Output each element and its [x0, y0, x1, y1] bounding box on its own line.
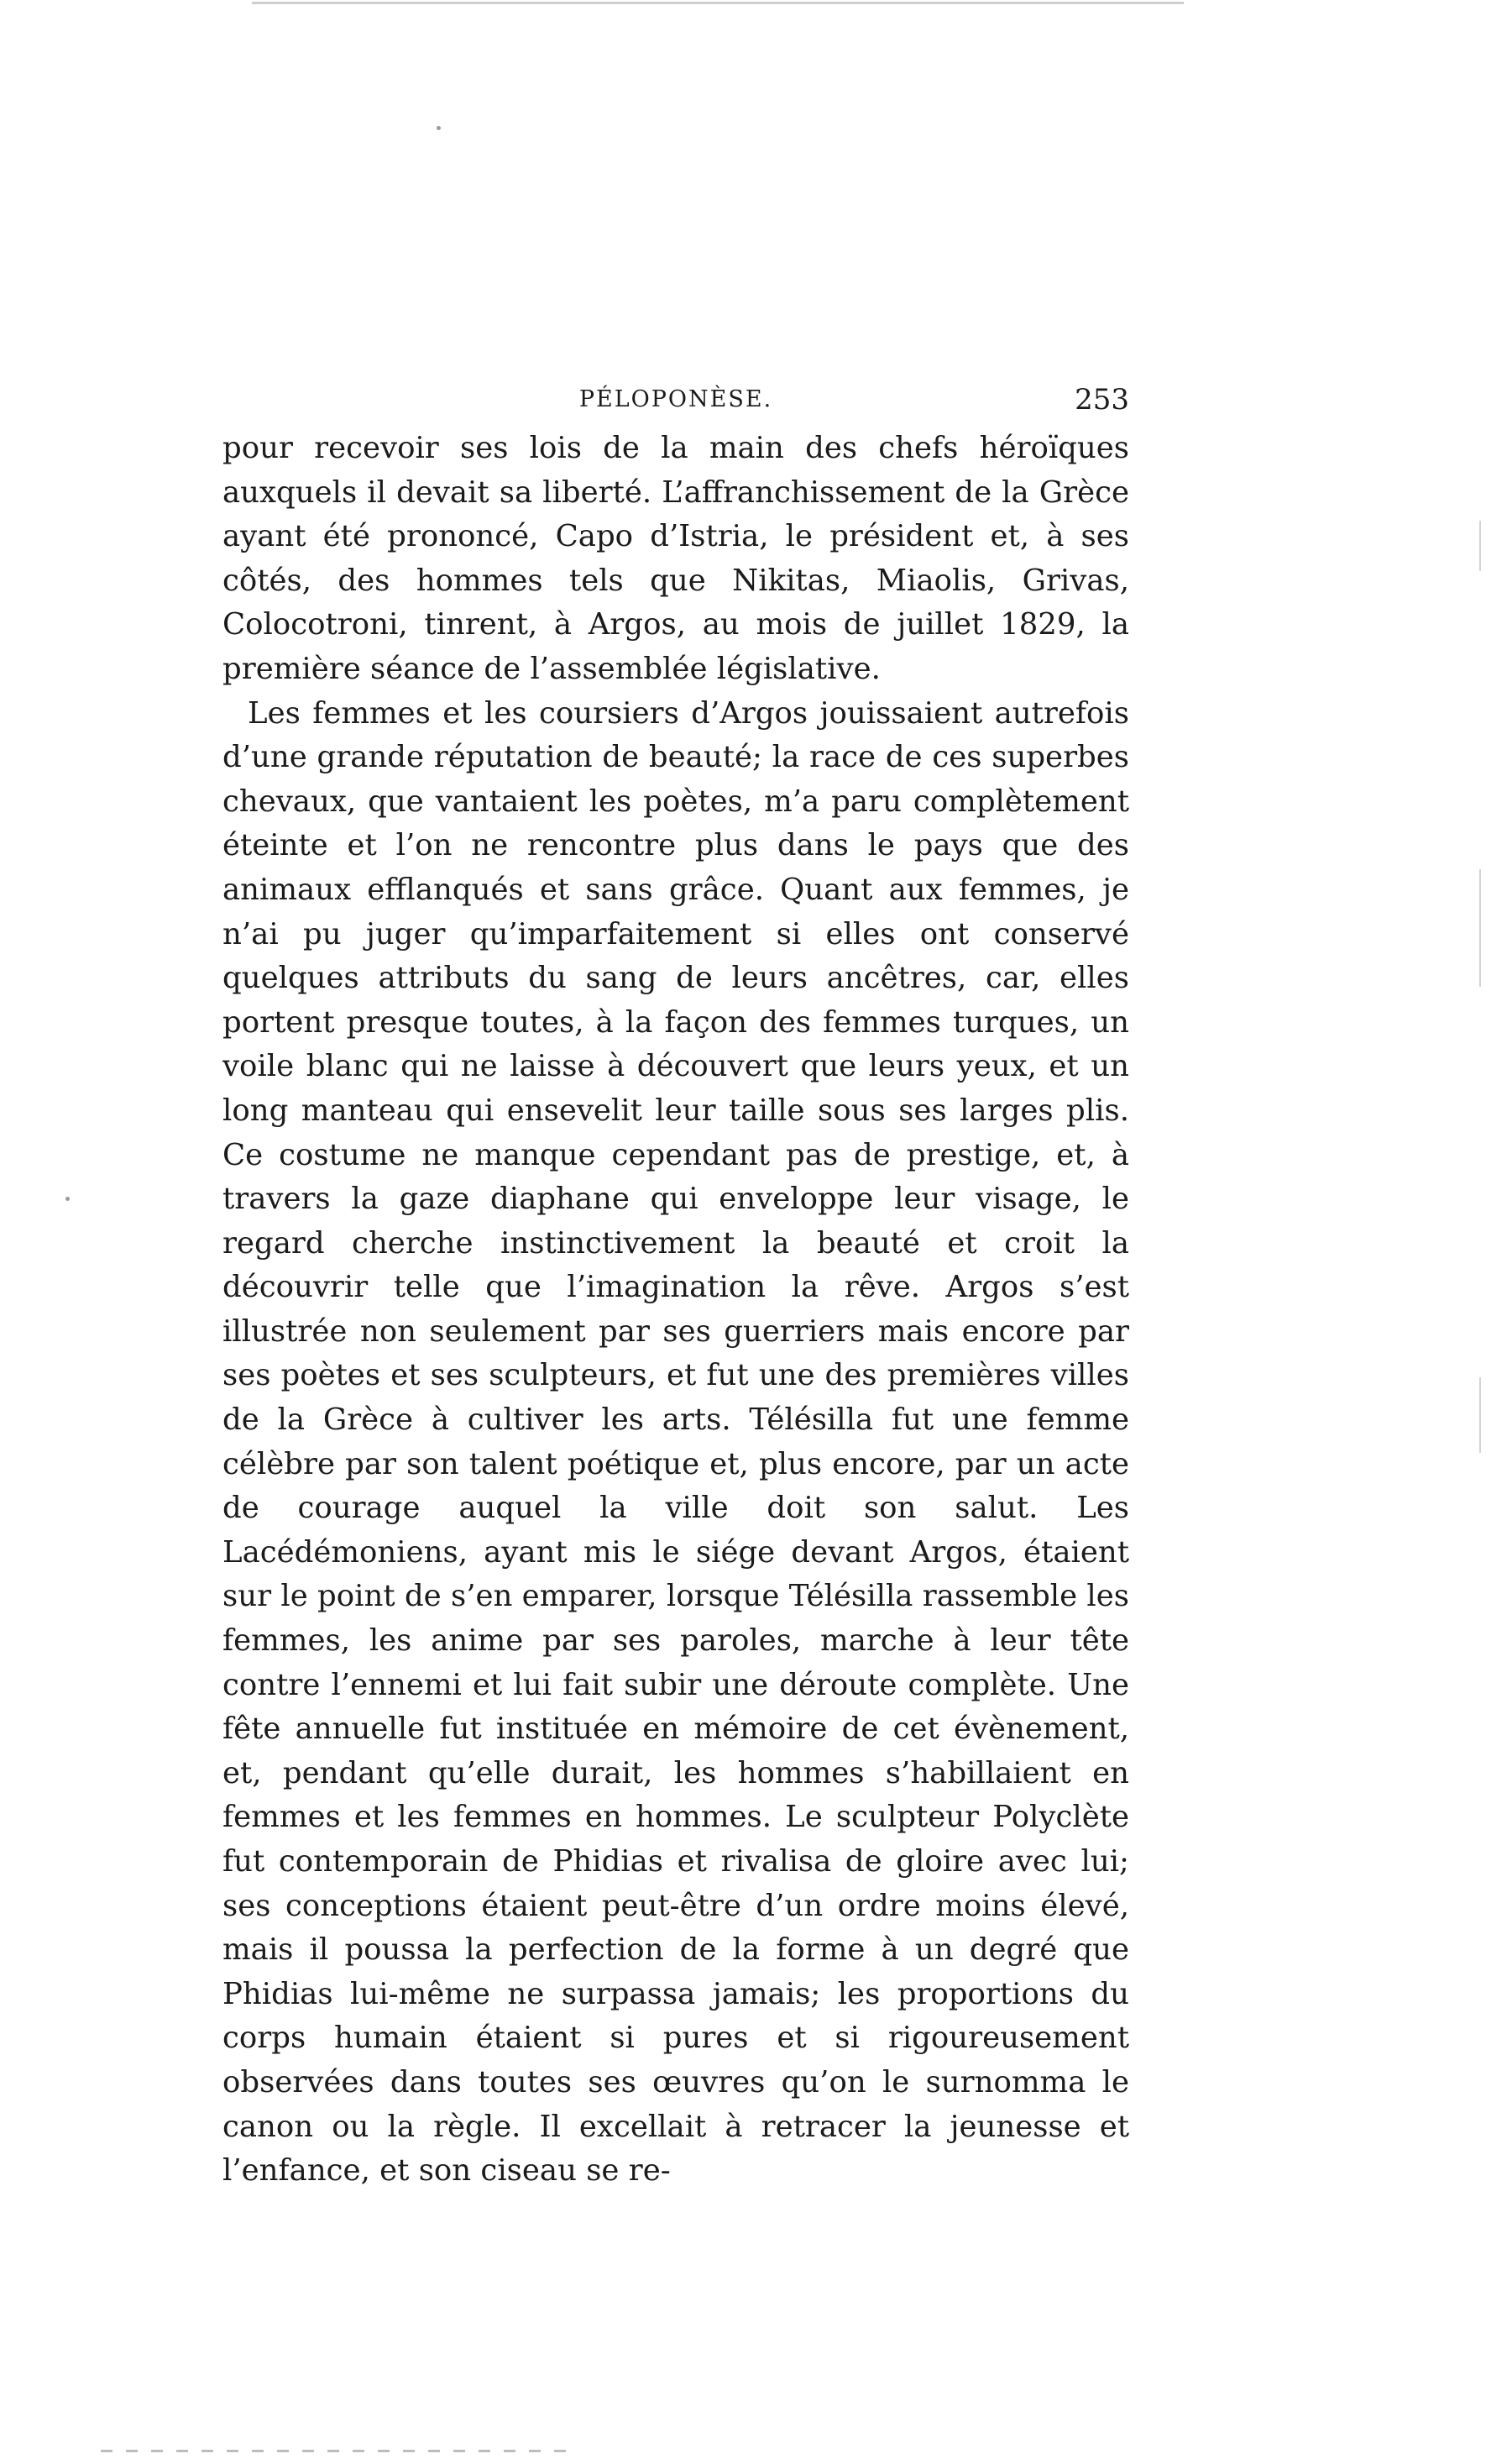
scan-speck — [65, 1197, 70, 1201]
body-text — [222, 427, 1129, 2194]
page-title: PÉLOPONÈSE. — [578, 386, 773, 412]
scan-speck — [437, 126, 441, 130]
paragraph: pour recevoir ses lois de la main des chefs héroïques auxquels il devait sa liberté. L’affranchissement de la Grèce ayant été prononcé, Capo d’Istria, le président et, à ses côtés, des hommes tels que Nikitas, Miaolis, Grivas, Colocotroni, tinrent, à Argos, au mois de juillet 1829, la première séance de l’assemblée législative. — [222, 431, 1129, 686]
page-number: 253 — [1075, 383, 1129, 417]
scan-edge-mark — [1479, 521, 1481, 571]
scan-top-border — [252, 2, 1184, 4]
scan-edge-mark — [1479, 1377, 1481, 1453]
running-header — [222, 380, 1129, 427]
scan-bottom-noise — [101, 2450, 571, 2452]
scan-edge-mark — [1479, 869, 1481, 987]
paragraph: Les femmes et les coursiers d’Argos jouissaient autrefois d’une grande réputation de beauté; la race de ces superbes chevaux, que vantaient les poètes, m’a paru complètement éteinte et l’on ne rencontre plus dans le pays que des animaux efflanqués et sans grâce. Quant aux femmes, je n’ai pu juger qu’imparfaitement si elles ont conservé quelques attributs du sang de leurs ancêtres, car, elles portent presque toutes, à la façon des femmes turques, un voile blanc qui ne laisse à découvert que leurs yeux, et un long manteau qui ensevelit leur taille sous ses larges plis. Ce costume ne manque cependant pas de prestige, et, à travers la gaze diaphane qui enveloppe leur visage, le regard cherche instinctivement la beauté et croit la découvrir telle que l’imagination la rêve. Argos s’est illustrée non seulement par ses guerriers mais encore par ses poètes et ses sculpteurs, et fut une des premières villes de la Grèce à cultiver les arts. Télésilla fut une femme célèbre par son talent poétique et, plus encore, par un acte de courage auquel la ville doit son salut. Les Lacédémoniens, ayant mis le siége devant Argos, étaient sur le point de s’en emparer, lorsque Télésilla rassemble les femmes, les anime par ses paroles, marche à leur tête contre l’ennemi et lui fait subir une déroute complète. Une fête annuelle fut instituée en mémoire de cet évènement, et, pendant qu’elle durait, les hommes s’habillaient en femmes et les femmes en hommes. Le sculpteur Polyclète fut contemporain de Phidias et rivalisa de gloire avec lui; ses conceptions étaient peut-être d’un ordre moins élevé, mais il poussa la perfection de la forme à un degré que Phidias lui-même ne surpassa jamais; les proportions du corps humain étaient si pures et si rigoureusement observées dans toutes ses œuvres qu’on le surnomma le canon ou la règle. Il excellait à retracer la jeunesse et l’enfance, et son ciseau se re- — [222, 695, 1129, 2189]
